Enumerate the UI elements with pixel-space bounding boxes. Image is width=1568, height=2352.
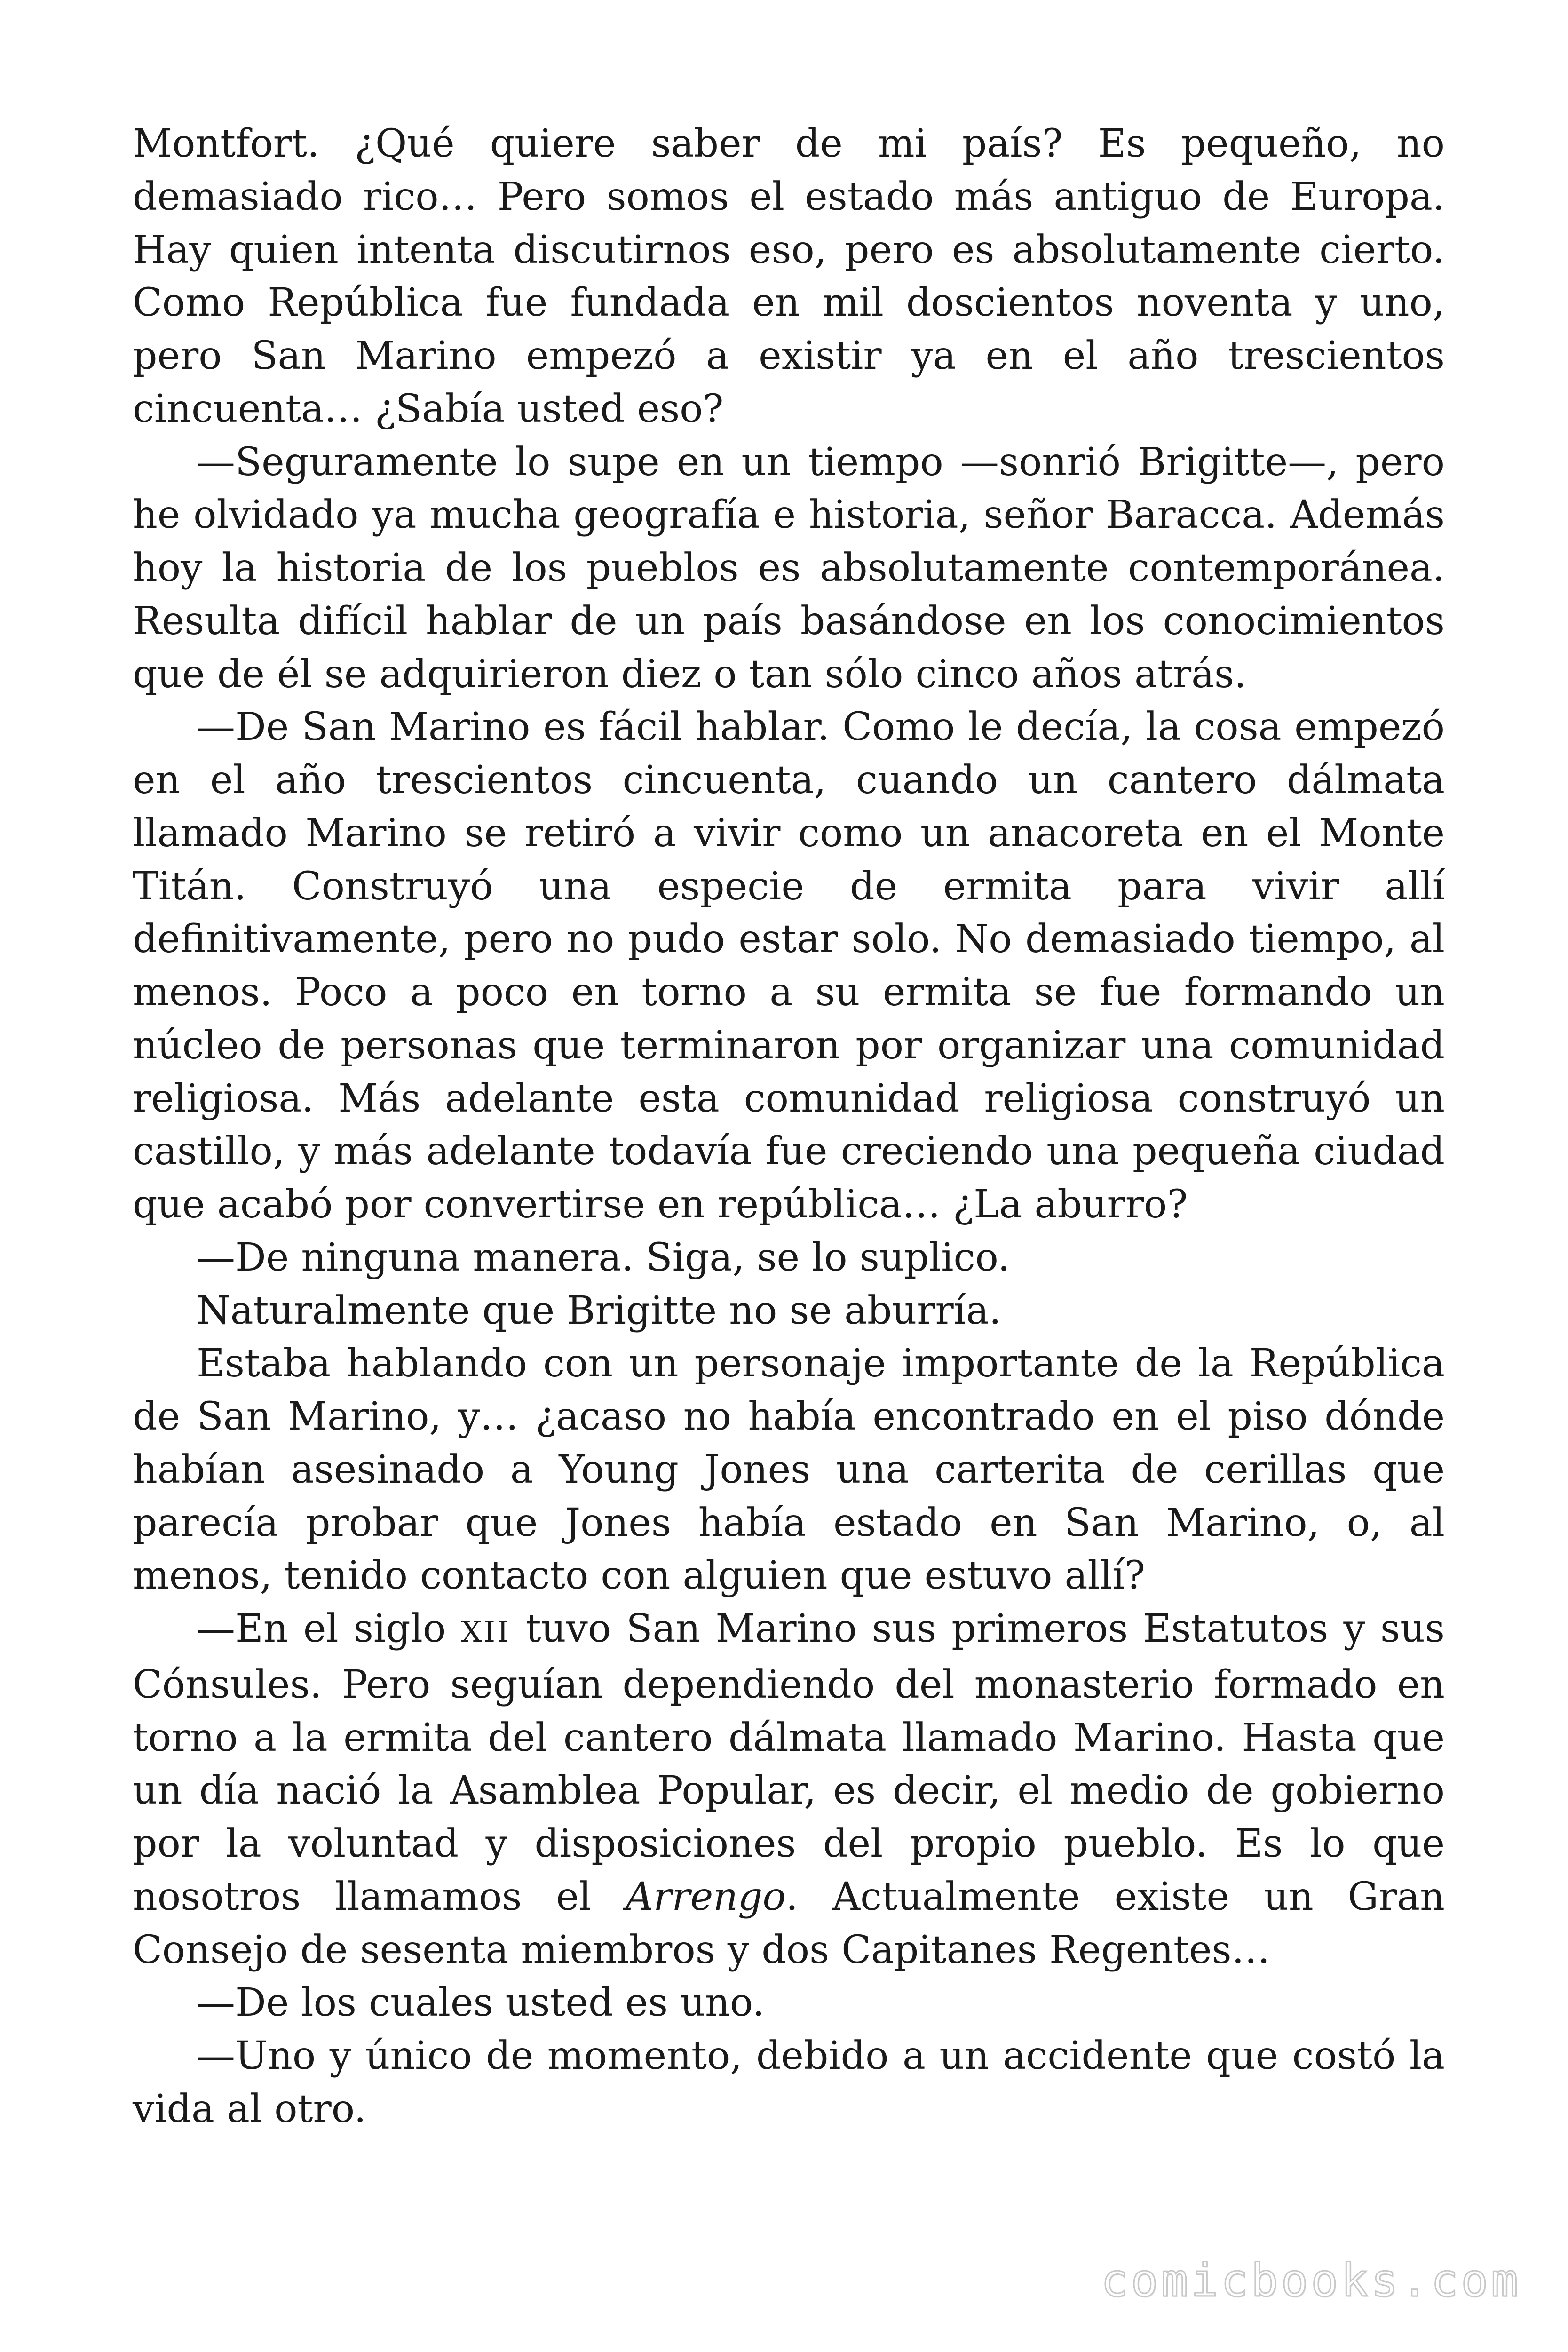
paragraph-text: Estaba hablando con un personaje importante de la República de San Marino, y… ¿acaso no había encontrado en el piso dónde habían asesinado a Young Jones una carterita de cerillas que parecía probar que Jones había estado en San Marino, o, al menos, tenido contacto con alguien que estuvo allí?	[133, 1341, 1445, 1598]
paragraph-text: . Actualmente existe un Gran Consejo de sesenta miembros y dos Capitanes Regentes…	[133, 1874, 1445, 1972]
paragraph	[133, 1337, 1445, 1603]
paragraph-text: —De San Marino es fácil hablar. Como le decía, la cosa empezó en el año trescientos cincuenta, cuando un cantero dálmata llamado Marino se retiró a vivir como un anacoreta en el Monte Titán. Construyó una especie de ermita para vivir allí definitivamente, pero no pudo estar solo. No demasiado tiempo, al menos. Poco a poco en torno a su ermita se fue formando un núcleo de personas que terminaron por organizar una comunidad religiosa. Más adelante esta comunidad religiosa construyó un castillo, y más adelante todavía fue creciendo una pequeña ciudad que acabó por convertirse en república… ¿La aburro?	[133, 705, 1445, 1227]
italic-text: Arrengo	[626, 1874, 786, 1919]
paragraph-text: —Uno y único de momento, debido a un accidente que costó la vida al otro.	[133, 2034, 1445, 2131]
paragraph	[133, 118, 1445, 436]
paragraph-text: —De los cuales usted es uno.	[197, 1980, 765, 2026]
paragraph	[133, 701, 1445, 1232]
roman-numeral: XII	[461, 1614, 511, 1649]
paragraph-text: tuvo San Marino sus primeros Estatutos y sus Cónsules. Pero seguían dependiendo del monasterio formado en torno a la ermita del cantero dálmata llamado Marino. Hasta que un día nació la Asamblea Popular, es decir, el medio de gobierno por la voluntad y disposiciones del propio pueblo. Es lo que nosotros llamamos el	[133, 1606, 1445, 1919]
paragraph-text: —De ninguna manera. Siga, se lo suplico.	[197, 1235, 1010, 1280]
watermark: comicbooks.com	[1101, 2254, 1521, 2307]
paragraph	[133, 1977, 1445, 2030]
paragraph	[133, 2030, 1445, 2136]
paragraph	[133, 1603, 1445, 1977]
paragraph-text: Montfort. ¿Qué quiere saber de mi país? Es pequeño, no demasiado rico… Pero somos el estado más antiguo de Europa. Hay quien intenta discutirnos eso, pero es absolutamente cierto. Como República fue fundada en mil doscientos noventa y uno, pero San Marino empezó a existir ya en el año trescientos cincuenta… ¿Sabía usted eso?	[133, 121, 1445, 431]
paragraph-text: Naturalmente que Brigitte no se aburría.	[197, 1288, 1001, 1333]
paragraph	[133, 436, 1445, 701]
body-text	[133, 118, 1445, 2136]
paragraph	[133, 1285, 1445, 1338]
paragraph-text: —En el siglo	[197, 1606, 461, 1651]
paragraph	[133, 1232, 1445, 1285]
paragraph-text: —Seguramente lo supe en un tiempo —sonrió Brigitte—, pero he olvidado ya mucha geografía e historia, señor Baracca. Además hoy la historia de los pueblos es absolutamente contemporánea. Resulta difícil hablar de un país basándose en los conocimientos que de él se adquirieron diez o tan sólo cinco años atrás.	[133, 439, 1445, 697]
